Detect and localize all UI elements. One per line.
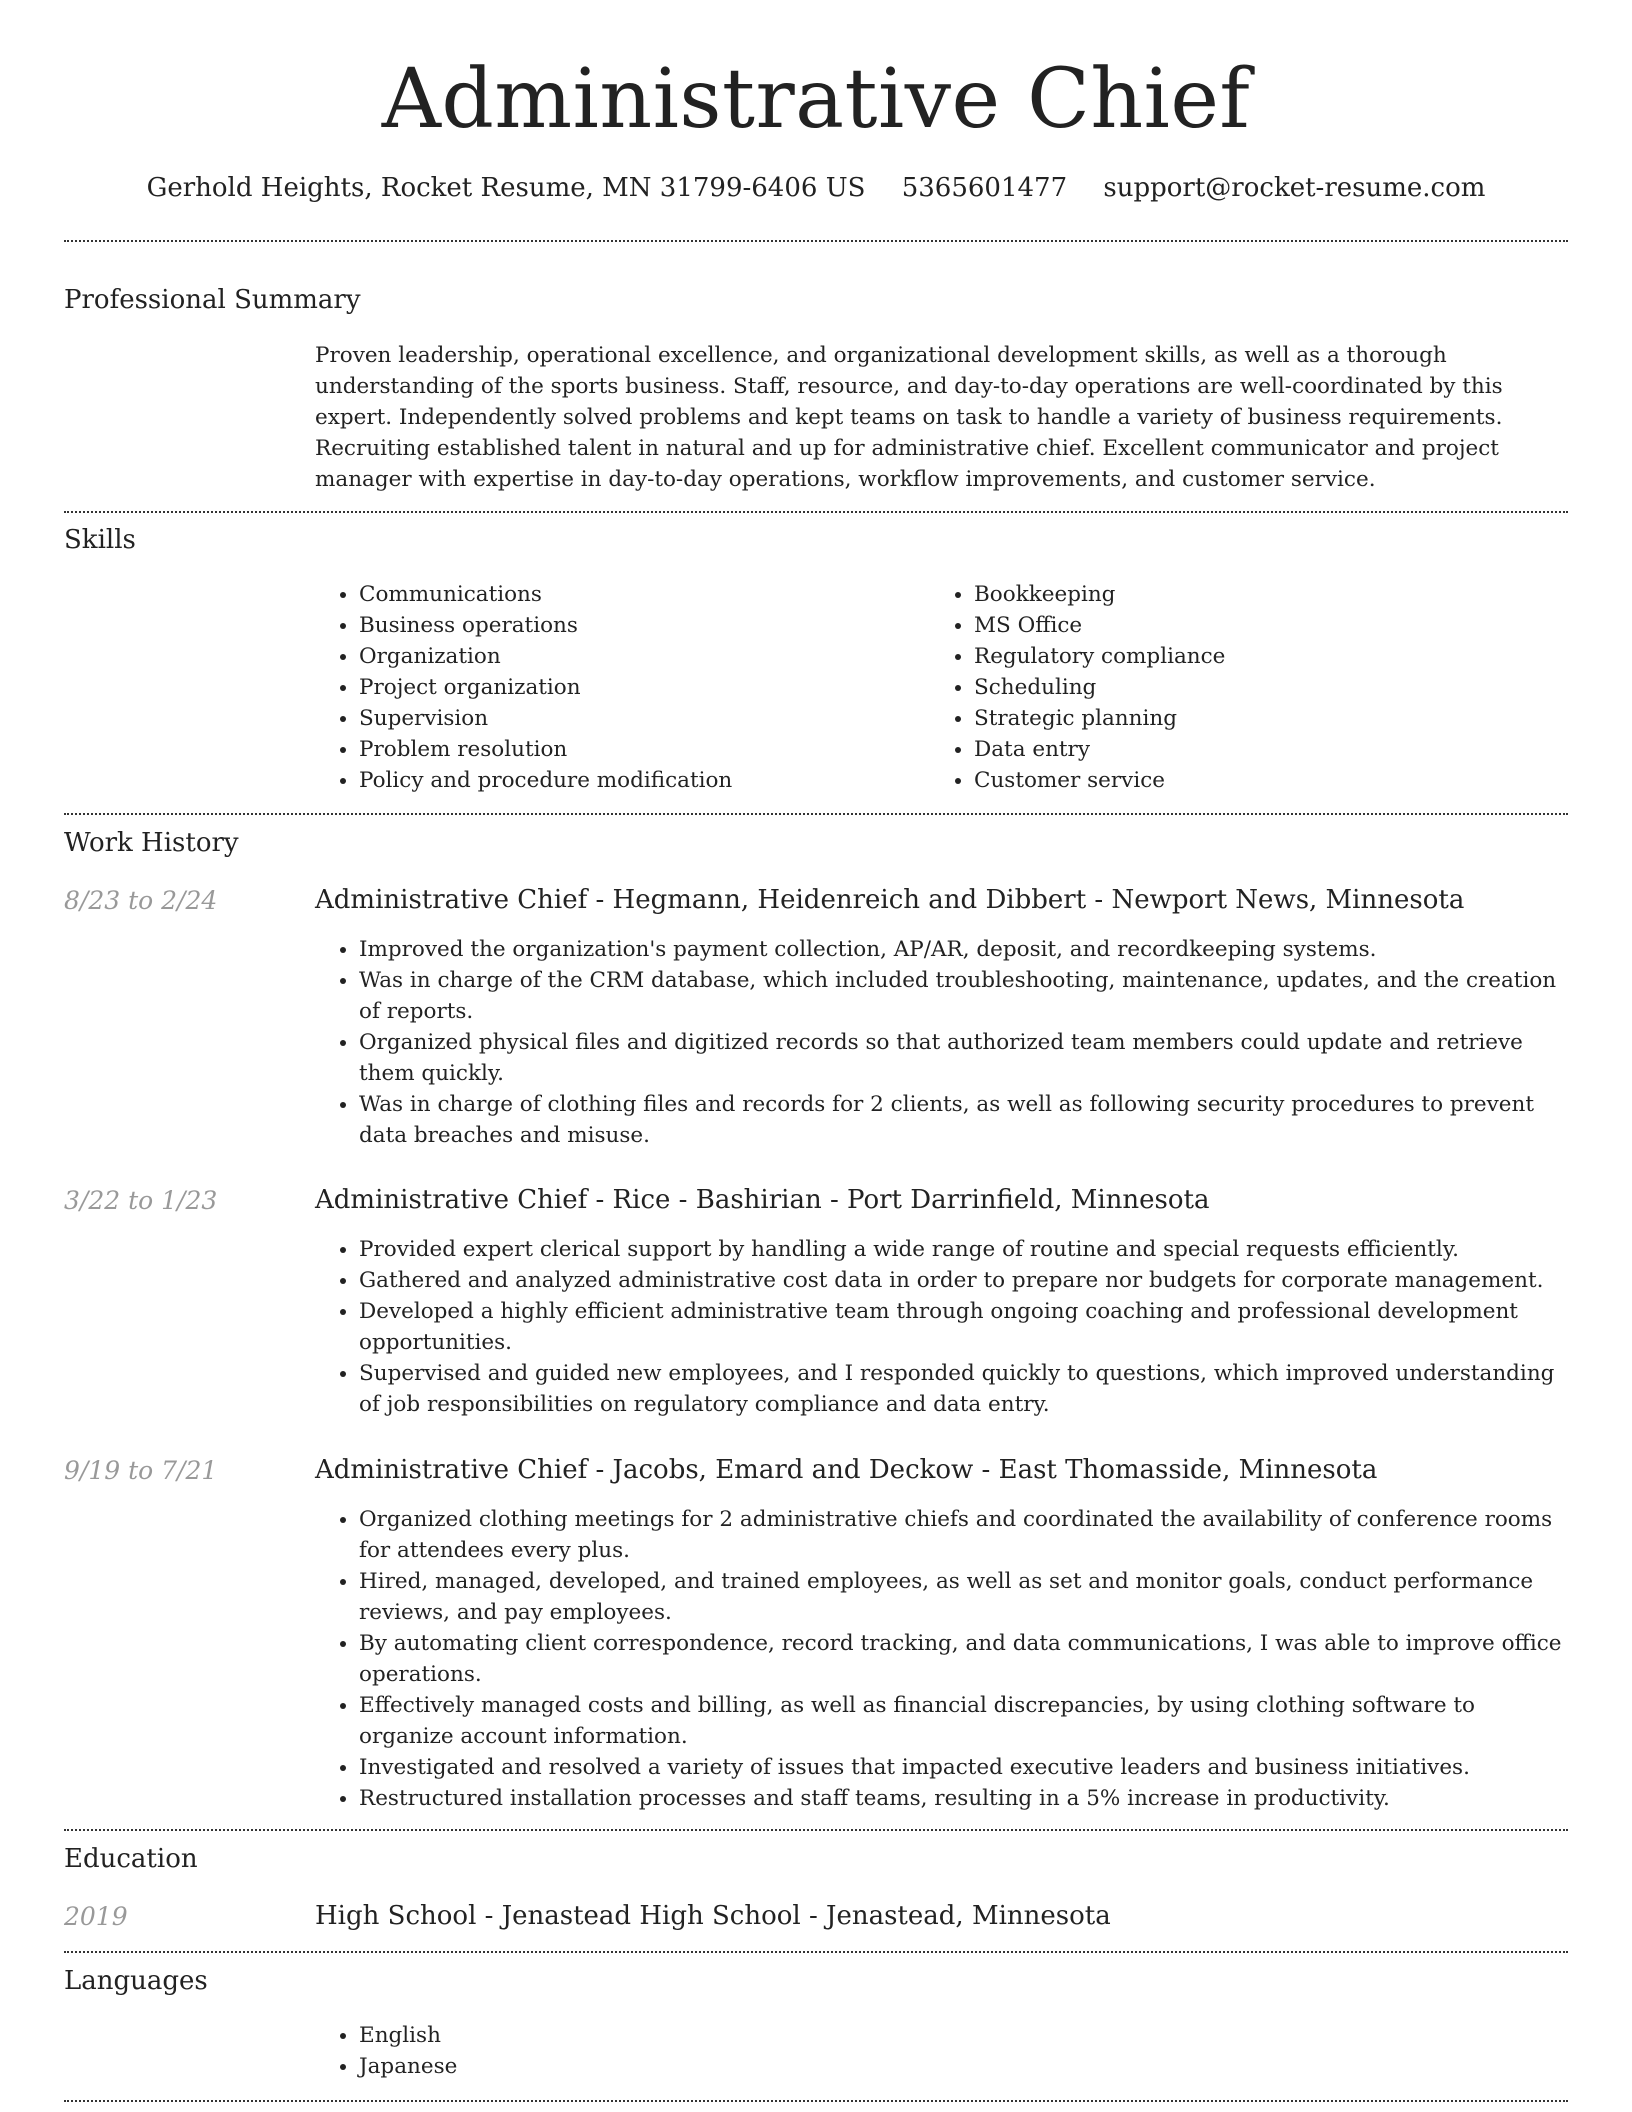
resume-name: Administrative Chief <box>381 52 1251 147</box>
skill-item: • Data entry <box>974 734 1530 765</box>
job-bullet: • Organized physical files and digitized records so that authorized team members could update and retrieve them quickly. <box>359 1027 1568 1089</box>
skill-item: • Policy and procedure modification <box>359 765 915 796</box>
section-divider <box>64 240 1568 242</box>
section-divider <box>64 813 1568 815</box>
skill-item: • Customer service <box>974 765 1530 796</box>
skill-item: • Regulatory compliance <box>974 641 1530 672</box>
education-entry: High School - Jenastead High School - Jenastead, Minnesota <box>315 1901 1111 1931</box>
job-dates: 9/19 to 7/21 <box>64 1456 218 1485</box>
job-dates: 3/22 to 1/23 <box>64 1186 218 1215</box>
job-bullets <box>315 934 1568 1151</box>
languages-list <box>315 2020 1568 2082</box>
section-divider <box>64 2100 1568 2102</box>
job-bullets <box>315 1504 1568 1814</box>
job-heading: Administrative Chief - Jacobs, Emard and Deckow - East Thomasside, Minnesota <box>315 1455 1378 1485</box>
skill-item: • Supervision <box>359 703 915 734</box>
skills-heading: Skills <box>64 525 136 555</box>
contact-phone: 5365601477 <box>901 173 1068 203</box>
skills-list-left <box>315 579 915 796</box>
job-bullet: • Was in charge of the CRM database, which included troubleshooting, maintenance, updates, and the creation of reports. <box>359 965 1568 1027</box>
skill-item: • Scheduling <box>974 672 1530 703</box>
skill-item: • Problem resolution <box>359 734 915 765</box>
skill-item: • Organization <box>359 641 915 672</box>
resume-page <box>64 0 1568 2112</box>
contact-email: support@rocket-resume.com <box>1103 173 1486 203</box>
job-bullet: • Investigated and resolved a variety of issues that impacted executive leaders and business initiatives. <box>359 1752 1568 1783</box>
job-bullet: • Improved the organization's payment collection, AP/AR, deposit, and recordkeeping systems. <box>359 934 1568 965</box>
job-bullets <box>315 1234 1568 1420</box>
job-bullet: • Restructured installation processes and staff teams, resulting in a 5% increase in productivity. <box>359 1783 1568 1814</box>
language-item: • English <box>359 2020 1568 2051</box>
job-bullet: • Was in charge of clothing files and records for 2 clients, as well as following security procedures to prevent data breaches and misuse. <box>359 1089 1568 1151</box>
language-item: • Japanese <box>359 2051 1568 2082</box>
skill-item: • MS Office <box>974 610 1530 641</box>
section-divider <box>64 1951 1568 1953</box>
job-bullet: • Hired, managed, developed, and trained employees, as well as set and monitor goals, conduct performance reviews, and pay employees. <box>359 1566 1568 1628</box>
skill-item: • Bookkeeping <box>974 579 1530 610</box>
job-heading: Administrative Chief - Hegmann, Heidenreich and Dibbert - Newport News, Minnesota <box>315 885 1465 915</box>
education-heading: Education <box>64 1844 198 1874</box>
education-year: 2019 <box>64 1902 128 1931</box>
job-bullet: • By automating client correspondence, record tracking, and data communications, I was able to improve office operations. <box>359 1628 1568 1690</box>
contact-address: Gerhold Heights, Rocket Resume, MN 31799-6406 US <box>146 173 866 203</box>
summary-section <box>315 340 1568 495</box>
skill-item: • Communications <box>359 579 915 610</box>
summary-text: Proven leadership, operational excellence, and organizational development skills, as well as a thorough understanding of the sports business. Staff, resource, and day-to-day operations are well-coordinated by this expert. Independently solved problems and kept teams on task to handle a variety of business requirements. Recruiting established talent in natural and up for administrative chief. Excellent communicator and project manager with expertise in day-to-day operations, workflow improvements, and customer service. <box>315 343 1503 492</box>
skills-list-right <box>930 579 1530 796</box>
job-bullet: • Effectively managed costs and billing, as well as financial discrepancies, by using clothing software to organize account information. <box>359 1690 1568 1752</box>
skill-item: • Strategic planning <box>974 703 1530 734</box>
job-heading: Administrative Chief - Rice - Bashirian - Port Darrinfield, Minnesota <box>315 1185 1210 1215</box>
work-history-heading: Work History <box>64 828 239 858</box>
languages-heading: Languages <box>64 1966 208 1996</box>
job-bullet: • Gathered and analyzed administrative cost data in order to prepare nor budgets for corporate management. <box>359 1265 1568 1296</box>
summary-heading: Professional Summary <box>64 285 361 315</box>
contact-line <box>64 170 1568 206</box>
job-bullet: • Provided expert clerical support by handling a wide range of routine and special requests efficiently. <box>359 1234 1568 1265</box>
skill-item: • Business operations <box>359 610 915 641</box>
job-dates: 8/23 to 2/24 <box>64 886 218 915</box>
section-divider <box>64 1829 1568 1831</box>
section-divider <box>64 511 1568 513</box>
skill-item: • Project organization <box>359 672 915 703</box>
job-bullet: • Organized clothing meetings for 2 administrative chiefs and coordinated the availability of conference rooms for attendees every plus. <box>359 1504 1568 1566</box>
job-bullet: • Supervised and guided new employees, and I responded quickly to questions, which improved understanding of job responsibilities on regulatory compliance and data entry. <box>359 1358 1568 1420</box>
job-bullet: • Developed a highly efficient administrative team through ongoing coaching and professional development opportunities. <box>359 1296 1568 1358</box>
